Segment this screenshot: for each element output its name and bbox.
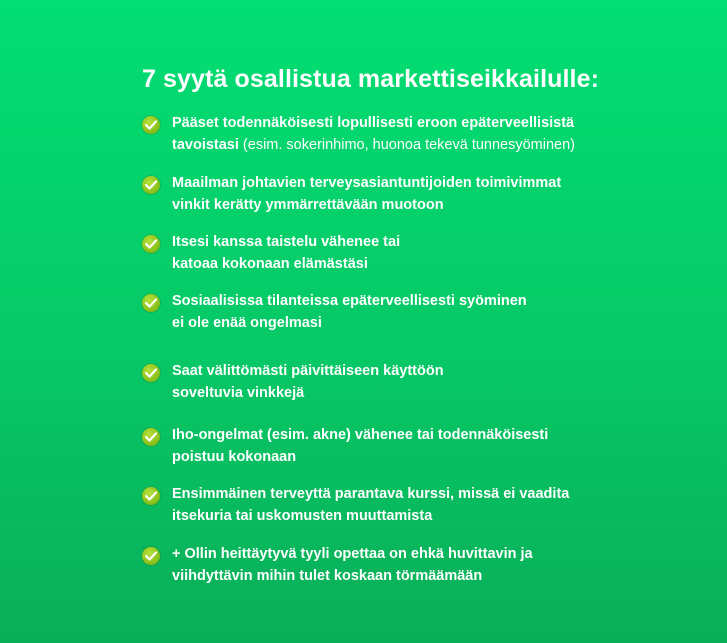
reason-text — [172, 172, 692, 216]
reason-line-2-rest: (esim. sokerinhimo, huonoa tekevä tunnesyöminen) — [238, 137, 575, 153]
reasons-panel — [142, 62, 702, 584]
check-circle-icon — [142, 487, 160, 505]
reason-line-2-bold: tavoistasi — [172, 137, 239, 153]
reason-text — [172, 112, 692, 156]
reason-text — [172, 424, 692, 468]
reason-line-2-bold: itsekuria tai uskomusten muuttamista — [172, 508, 433, 524]
reason-line-1: Saat välittömästi päivittäiseen käyttöön — [172, 363, 444, 379]
reason-line-1: Pääset todennäköisesti lopullisesti eroon epäterveellisistä — [172, 115, 575, 131]
reason-text — [172, 543, 692, 587]
reason-line-1: + Ollin heittäytyvä tyyli opettaa on ehkä huvittavin ja — [172, 546, 533, 562]
check-circle-icon — [142, 428, 160, 446]
reason-line-1: Ensimmäinen terveyttä parantava kurssi, missä ei vaadita — [172, 486, 570, 502]
check-circle-icon — [142, 547, 160, 565]
reason-line-2-bold: katoaa kokonaan elämästäsi — [172, 256, 368, 272]
reason-text — [172, 360, 692, 404]
check-circle-icon — [142, 116, 160, 134]
reason-line-2-bold: viihdyttävin mihin tulet koskaan törmäämään — [172, 568, 483, 584]
check-circle-icon — [142, 364, 160, 382]
reason-line-2-bold: poistuu kokonaan — [172, 449, 297, 465]
reason-line-2-bold: ei ole enää ongelmasi — [172, 315, 322, 331]
reason-text — [172, 483, 692, 527]
reason-line-1: Itsesi kanssa taistelu vähenee tai — [172, 234, 401, 250]
check-circle-icon — [142, 176, 160, 194]
check-circle-icon — [142, 294, 160, 312]
check-circle-icon — [142, 235, 160, 253]
page-title: 7 syytä osallistua markettiseikkailulle: — [142, 65, 600, 93]
reason-line-1: Sosiaalisissa tilanteissa epäterveellisesti syöminen — [172, 293, 527, 309]
reason-text — [172, 290, 692, 334]
reason-text — [172, 231, 692, 275]
reason-line-2-bold: vinkit kerätty ymmärrettävään muotoon — [172, 197, 444, 213]
reason-line-1: Iho-ongelmat (esim. akne) vähenee tai todennäköisesti — [172, 427, 549, 443]
reason-line-2-bold: soveltuvia vinkkejä — [172, 385, 305, 401]
reason-line-1: Maailman johtavien terveysasiantuntijoiden toimivimmat — [172, 175, 562, 191]
